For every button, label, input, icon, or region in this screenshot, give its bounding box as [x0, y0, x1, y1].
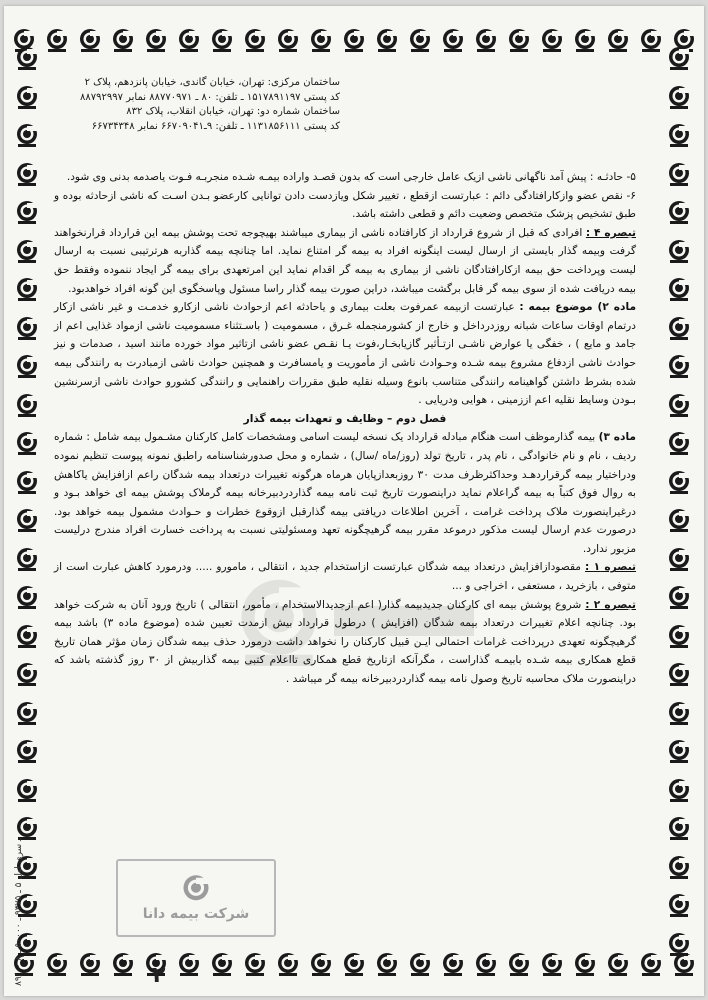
dana-logo-icon	[276, 28, 300, 52]
dana-logo-icon	[606, 28, 630, 52]
dana-logo-icon	[177, 28, 201, 52]
dana-logo-icon	[667, 585, 691, 609]
dana-logo-icon	[15, 470, 39, 494]
dana-logo-icon	[441, 952, 465, 976]
document-page	[4, 6, 704, 996]
section-title: فصل دوم – وظایف و تعهدات بیمه گذار	[243, 412, 447, 425]
dana-logo-icon	[573, 952, 597, 976]
dana-logo-icon	[15, 277, 39, 301]
dana-logo-icon	[342, 952, 366, 976]
right-logo-border	[666, 46, 692, 956]
dana-logo-icon	[667, 816, 691, 840]
stamp-logo-icon	[181, 874, 211, 904]
dana-logo-icon	[667, 701, 691, 725]
dana-logo-icon	[667, 470, 691, 494]
dana-logo-icon	[144, 28, 168, 52]
dana-logo-icon	[15, 162, 39, 186]
dana-logo-icon	[243, 28, 267, 52]
dana-logo-icon	[667, 662, 691, 686]
dana-logo-icon	[667, 778, 691, 802]
contract-body	[54, 168, 636, 689]
dana-logo-icon	[309, 28, 333, 52]
dana-logo-icon	[15, 662, 39, 686]
article-2	[54, 298, 636, 410]
dana-logo-icon	[667, 123, 691, 147]
dana-logo-icon	[474, 952, 498, 976]
dana-logo-icon	[15, 624, 39, 648]
article-3	[54, 428, 636, 558]
dana-logo-icon	[15, 431, 39, 455]
clause-5: ۵- حادثـه : پیش آمد ناگهانی ناشی ازیک عامل خارجی است که بدون قصـد واراده بیمـه شـده منجربـه فـوت یاصدمه بدنی وی شود.	[66, 171, 636, 183]
note-2-text: شروع پوشش بیمه ای کارکنان جدیدبیمه گذار( اعم ازجدیدالاستخدام ، مأمور، انتقالی ) تاریخ ورود آنان به شرکت خواهد بود. چنانچه اعلام تغییرات درتعداد بیمه شدگان (افزایش ) درطول قرارداد بیش ازمدت تعیین شده (موضوع ماده ۳) باشد بیمه گرهیچگونه تعهدی درپرداخت غرامات احتمالی ایـن قبیل کارکنان را نخواهد داشت درمورد حذف بیمه شدگان زمان مؤثر همان تاریخ قطع همکاری بیمه شـده بابیمـه گذاراست ، مگرآنکه ازتاریخ قطع همکاری تااعلام کتبی بیمه گذاربیش از ۳۰ روز گذشته باشد که دراینصورت ملاک محاسبه تاریخ وصول نامه بیمه گذاردردبیرخانه بیمه گر میباشد .	[54, 598, 636, 686]
dana-logo-icon	[667, 85, 691, 109]
note-1-label: تبصره ۱ :	[585, 561, 637, 574]
dana-logo-icon	[667, 855, 691, 879]
address-line-2: کد پستی ۱۵۱۷۸۹۱۱۹۷ ـ تلفن: ۸۰ ـ ۸۸۷۷۰۹۷۱ نمابر ۸۸۷۹۲۹۹۷	[79, 91, 340, 103]
dana-logo-icon	[15, 547, 39, 571]
dana-logo-icon	[15, 46, 39, 70]
dana-logo-icon	[667, 162, 691, 186]
dana-logo-icon	[15, 508, 39, 532]
dana-logo-icon	[540, 952, 564, 976]
note-2	[54, 596, 636, 689]
dana-logo-icon	[639, 28, 663, 52]
dana-logo-icon	[375, 952, 399, 976]
company-address-block	[50, 76, 340, 134]
dana-logo-icon	[540, 28, 564, 52]
dana-logo-icon	[15, 393, 39, 417]
address-line-3: ساختمان شماره دو: تهران، خیابان انقلاب، پلاک ۸۳۲	[126, 106, 340, 117]
dana-logo-icon	[573, 28, 597, 52]
dana-logo-icon	[375, 28, 399, 52]
dana-logo-icon	[276, 952, 300, 976]
dana-logo-icon	[15, 239, 39, 263]
dana-logo-icon	[667, 739, 691, 763]
note-4-label: تبصره ۴ :	[585, 226, 636, 239]
print-serial-note: ۸۹/۰۰ ـ سری اول ۵ ـ ۹۳۷۵ ـ ۵۰۰۰۰ ـ ۸	[14, 838, 24, 986]
dana-logo-icon	[111, 952, 135, 976]
article-3-text: بیمه گذارموظف است هنگام مبادله قرارداد یک نسخه لیست اسامی ومشخصات کامل کارکنان مشـمول بیمه شامل : شماره ردیف ، نام و نام خانوادگی ، نام پدر ، تاریخ تولد (روز/ماه /سال) ، شماره و محل صدورشناسنامه راطبق نمونه پیوست تنظیم نموده ودراختیار بیمه گرقراردهـد وحداکثرظرف مدت ۳۰ روزبعدازپایان هرماه هرگونه تغییرات درتعداد بیمه شدگان راعم ازافزایش یاکاهش به روال فوق کتباً به بیمه گراعلام نماید دراینصورت تاریخ ثبت نامه بیمه گذاردردبیرخانه بیمه گرملاک پوشش بیمه ای خواهد بـود و درغیراینصورت ملاک پرداخت غرامت ، آخرین اطلاعات دریافتی بیمه گذارقبل ازوقوع خطرات و حـوادث مشمول بیمه خواهد بود. درصورت عدم ارسال لیست مذکور درموعد مقرر بیمه گرهیچگونه تعهد ومسئولیتی نسبت به پرداخت خسارت افراد مندرج درلیست مزبور ندارد.	[54, 431, 637, 555]
dana-logo-icon	[78, 28, 102, 52]
clause-6: ۶- نقص عضو وازکارافتادگی دائم : عبارتست ازقطع ، تغییر شکل ویازدست دادن توانایی کارعضو بـدن اسـت که ناشی ازحادثه بوده و طبق تشخیص پزشک متخصص وضعیت دائم و قطعی داشته باشد.	[54, 189, 636, 221]
address-line-4: کد پستی ۱۱۳۱۸۵۶۱۱۱ ـ تلفن: ۹ـ۶۶۷۰۹۰۴۱ نمابر ۶۶۷۳۴۳۴۸	[91, 120, 340, 132]
article-2-text: عبارتست ازبیمه عمرفوت بعلت بیماری و یاحادثه اعم ازحوادث ناشی ازکارو خدمـت و غیر ناشی ازکار درتمام اوقات ساعات شبانه روزدرداخل و خارج از کشورمنجمله غـرق ، مسمومیت ( باسـتثناء مسمومیت ناشی ازمواد غذایی اعم از جامد و مایع ) ، خفگی یا عوارض ناشـی ازتـأثیر گازیابخـار،فوت یـا نقـص عضو ناشی ازتاثیر مواد خورده مانند اسید ، صدمات و نیز حوادث ناشی ازدفاع مشروع بیمه شـده وحـوادث ناشی از مأموریت و یامسافرت و همچنین حوادث ناشی ازمبادرت به رانندگی بیمه شده بشرط داشتن گواهینامه رانندگی متناسب بانوع وسیله نقلیه طبق مقررات راهنمایی و رانندگی کشورو حوادث ناشی ازسرنشین بـودن وسایط نقلیه اعم اززمینی ، هوایی ودریایی .	[54, 301, 636, 407]
dana-logo-icon	[507, 28, 531, 52]
dana-logo-icon	[441, 28, 465, 52]
dana-logo-icon	[667, 508, 691, 532]
note-2-label: تبصره ۲ :	[585, 598, 636, 611]
dana-logo-icon	[667, 932, 691, 956]
dana-logo-icon	[474, 28, 498, 52]
dana-logo-icon	[15, 354, 39, 378]
note-4	[54, 224, 636, 298]
dana-logo-icon	[78, 952, 102, 976]
company-stamp	[116, 859, 276, 937]
dana-logo-icon	[667, 893, 691, 917]
dana-logo-icon	[606, 952, 630, 976]
dana-logo-icon	[507, 952, 531, 976]
dana-logo-icon	[667, 624, 691, 648]
dana-logo-icon	[177, 952, 201, 976]
dana-logo-icon	[15, 200, 39, 224]
article-3-label: ماده ۳)	[598, 431, 636, 444]
dana-logo-icon	[45, 952, 69, 976]
dana-logo-icon	[408, 952, 432, 976]
dana-logo-icon	[45, 28, 69, 52]
dana-logo-icon	[667, 393, 691, 417]
dana-logo-icon	[111, 28, 135, 52]
dana-logo-icon	[667, 431, 691, 455]
dana-logo-icon	[667, 316, 691, 340]
dana-logo-icon	[15, 123, 39, 147]
page-number: ۲	[152, 963, 166, 988]
note-1	[54, 558, 636, 595]
dana-logo-icon	[667, 547, 691, 571]
dana-logo-icon	[15, 85, 39, 109]
dana-logo-icon	[210, 28, 234, 52]
dana-logo-icon	[667, 354, 691, 378]
dana-logo-icon	[667, 46, 691, 70]
dana-logo-icon	[408, 28, 432, 52]
dana-logo-icon	[639, 952, 663, 976]
dana-logo-icon	[210, 952, 234, 976]
note-1-text: مقصودازافزایش درتعداد بیمه شدگان عبارتست ازاستخدام جدید ، انتقالی ، مامورو ..... ودرمورد کاهش عبارت است از متوفی ، بازخرید ، مستعفی ، اخراجی و ...	[54, 561, 636, 593]
top-logo-border	[12, 28, 696, 54]
address-line-1: ساختمان مرکزی: تهران، خیابان گاندی، خیابان پانزدهم، پلاک ۲	[84, 77, 340, 88]
dana-logo-icon	[309, 952, 333, 976]
dana-logo-icon	[667, 277, 691, 301]
dana-logo-icon	[15, 739, 39, 763]
dana-logo-icon	[667, 239, 691, 263]
bottom-logo-border	[12, 952, 696, 978]
dana-logo-icon	[667, 200, 691, 224]
dana-logo-icon	[15, 701, 39, 725]
note-4-text: افرادی که قبل از شروع قرارداد از کارافتاده ناشی از بیماری میباشند بهیچوجه تحت پوشش بیمه این قرارداد قرارنخواهند گرفت وبیمه گذار بایستی از ارسال لیست اینگونه افراد به بیمه گر امتناع نماید. اما چنانچه بیمه گذاربه هرترتیبی نسبت به ارسال لیست وپرداخت حق بیمه ازکارافتادگان ناشی از بیماری به بیمه گر اقدام نماید این امرتعهدی برای بیمه گر ایجاد ننموده وفقط حق بیمه دریافت شده از سوی بیمه گر قابل برگشت میباشد، دراین صورت بیمه گذار راسا مسئول وپاسخگوی این گونه افراد خواهدبود.	[54, 226, 636, 295]
dana-logo-icon	[342, 28, 366, 52]
dana-logo-icon	[15, 585, 39, 609]
dana-logo-icon	[243, 952, 267, 976]
stamp-text: شرکت بیمه دانا	[142, 906, 250, 922]
dana-logo-icon	[15, 316, 39, 340]
article-2-label: ماده ۲) موضوع بیمه :	[519, 301, 637, 314]
